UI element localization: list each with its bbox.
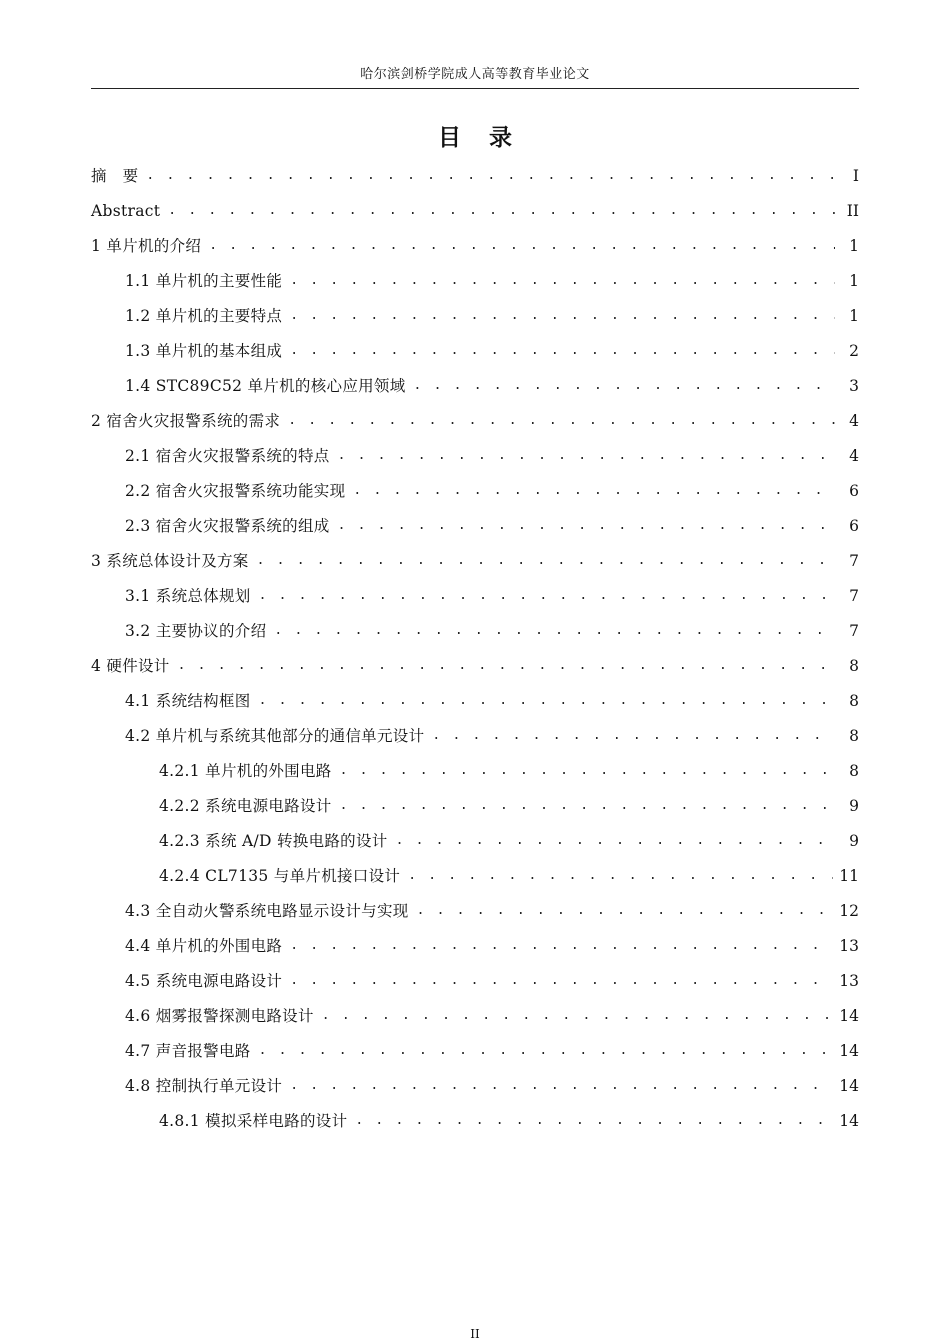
toc-entry-page: 9 bbox=[849, 831, 859, 850]
toc-entry-chapter-2[interactable] bbox=[91, 403, 859, 438]
toc-entry-page: 14 bbox=[839, 1076, 859, 1095]
toc-entry-4-8[interactable] bbox=[91, 1068, 859, 1103]
toc-entry-page: 14 bbox=[839, 1111, 859, 1130]
toc-entry-page: 12 bbox=[839, 901, 859, 920]
toc-leader-dots bbox=[414, 376, 835, 396]
toc-entry-page: 13 bbox=[839, 971, 859, 990]
toc-entry-chapter-3[interactable] bbox=[91, 543, 859, 578]
toc-leader-dots bbox=[417, 901, 834, 921]
toc-leader-dots bbox=[290, 971, 833, 991]
toc-entry-page: 8 bbox=[849, 656, 859, 675]
toc-leader-dots bbox=[288, 411, 835, 431]
toc-entry-page: 1 bbox=[849, 271, 859, 290]
toc-leader-dots bbox=[432, 726, 835, 746]
toc-entry-page: 4 bbox=[849, 446, 859, 465]
toc-entry-label: 4.8 控制执行单元设计 bbox=[125, 1076, 283, 1095]
toc-title: 目录 bbox=[438, 124, 540, 151]
toc-entry-label: 4.2.1 单片机的外围电路 bbox=[159, 761, 332, 780]
toc-entry-label: 1.3 单片机的基本组成 bbox=[125, 341, 283, 360]
toc-entry-2-3[interactable] bbox=[91, 508, 859, 543]
toc-entry-1-2[interactable] bbox=[91, 298, 859, 333]
toc-entry-4-5[interactable] bbox=[91, 963, 859, 998]
toc-entry-label: 2.1 宿舍火灾报警系统的特点 bbox=[125, 446, 330, 465]
toc-entry-label: 4.3 全自动火警系统电路显示设计与实现 bbox=[125, 901, 409, 920]
page-header: 哈尔滨剑桥学院成人高等教育毕业论文 bbox=[360, 67, 590, 82]
toc-entry-label: 4.4 单片机的外围电路 bbox=[125, 936, 283, 955]
toc-leader-dots bbox=[259, 1041, 834, 1061]
toc-entry-label: 4.2.2 系统电源电路设计 bbox=[159, 796, 332, 815]
toc-entry-4-2[interactable] bbox=[91, 718, 859, 753]
toc-leader-dots bbox=[259, 691, 835, 711]
toc-entry-page: 13 bbox=[839, 936, 859, 955]
toc-entry-page: I bbox=[852, 166, 859, 185]
toc-entry-label: 1.1 单片机的主要性能 bbox=[125, 271, 283, 290]
toc-entry-label: 摘 要 bbox=[91, 166, 139, 185]
toc-entry-1-4[interactable] bbox=[91, 368, 859, 403]
toc-entry-1-1[interactable] bbox=[91, 263, 859, 298]
toc-entry-2-2[interactable] bbox=[91, 473, 859, 508]
toc-leader-dots bbox=[146, 166, 835, 186]
toc-entry-label: 4.2.3 系统 A/D 转换电路的设计 bbox=[159, 831, 388, 850]
toc-leader-dots bbox=[322, 1006, 833, 1026]
toc-leader-dots bbox=[353, 481, 835, 501]
toc-entry-page: 8 bbox=[849, 691, 859, 710]
toc-leader-dots bbox=[340, 761, 835, 781]
toc-entry-abstract-cn[interactable] bbox=[91, 158, 859, 193]
toc-entry-page: 14 bbox=[839, 1041, 859, 1060]
toc-entry-4-6[interactable] bbox=[91, 998, 859, 1033]
toc-entry-2-1[interactable] bbox=[91, 438, 859, 473]
toc-leader-dots bbox=[290, 306, 835, 326]
toc-leader-dots bbox=[338, 446, 835, 466]
toc-entry-4-2-2[interactable] bbox=[91, 788, 859, 823]
toc-entry-page: 9 bbox=[849, 796, 859, 815]
toc-entry-label: 3.1 系统总体规划 bbox=[125, 586, 251, 605]
toc-entry-label: 1.2 单片机的主要特点 bbox=[125, 306, 283, 325]
toc-entry-label: 1.4 STC89C52 单片机的核心应用领域 bbox=[125, 376, 406, 395]
toc-entry-label: 2 宿舍火灾报警系统的需求 bbox=[91, 411, 281, 430]
toc-entry-label: 4.1 系统结构框图 bbox=[125, 691, 251, 710]
toc-entry-label: 3.2 主要协议的介绍 bbox=[125, 621, 267, 640]
toc-entry-4-4[interactable] bbox=[91, 928, 859, 963]
toc-entry-abstract-en[interactable] bbox=[91, 193, 859, 228]
toc-entry-page: 6 bbox=[849, 516, 859, 535]
toc-entry-label: 1 单片机的介绍 bbox=[91, 236, 202, 255]
toc-entry-page: 6 bbox=[849, 481, 859, 500]
toc-entry-4-7[interactable] bbox=[91, 1033, 859, 1068]
toc-entry-4-2-3[interactable] bbox=[91, 823, 859, 858]
toc-entry-label: 3 系统总体设计及方案 bbox=[91, 551, 249, 570]
toc-entry-page: 2 bbox=[849, 341, 859, 360]
toc-entry-4-3[interactable] bbox=[91, 893, 859, 928]
toc-entry-3-2[interactable] bbox=[91, 613, 859, 648]
toc-leader-dots bbox=[259, 586, 835, 606]
toc-leader-dots bbox=[338, 516, 835, 536]
toc-entry-label: 4.6 烟雾报警探测电路设计 bbox=[125, 1006, 314, 1025]
toc-leader-dots bbox=[290, 936, 833, 956]
toc-entry-page: 7 bbox=[849, 586, 859, 605]
toc-entry-page: 14 bbox=[839, 1006, 859, 1025]
toc-leader-dots bbox=[290, 271, 835, 291]
toc-leader-dots bbox=[274, 621, 835, 641]
toc-leader-dots bbox=[209, 236, 835, 256]
toc-leader-dots bbox=[257, 551, 835, 571]
toc-entry-page: 11 bbox=[839, 866, 859, 885]
table-of-contents bbox=[91, 158, 859, 1138]
toc-entry-label: Abstract bbox=[91, 201, 161, 220]
toc-leader-dots bbox=[408, 866, 833, 886]
toc-entry-page: 1 bbox=[849, 306, 859, 325]
toc-entry-chapter-1[interactable] bbox=[91, 228, 859, 263]
toc-entry-label: 2.3 宿舍火灾报警系统的组成 bbox=[125, 516, 330, 535]
toc-entry-label: 4.7 声音报警电路 bbox=[125, 1041, 251, 1060]
toc-entry-label: 4 硬件设计 bbox=[91, 656, 170, 675]
toc-entry-4-2-4[interactable] bbox=[91, 858, 859, 893]
toc-entry-page: 8 bbox=[849, 761, 859, 780]
toc-leader-dots bbox=[178, 656, 835, 676]
header-divider bbox=[91, 88, 859, 89]
toc-entry-label: 4.8.1 模拟采样电路的设计 bbox=[159, 1111, 348, 1130]
toc-entry-label: 2.2 宿舍火灾报警系统功能实现 bbox=[125, 481, 346, 500]
footer-page-number: II bbox=[470, 1327, 480, 1341]
toc-entry-4-2-1[interactable] bbox=[91, 753, 859, 788]
toc-leader-dots bbox=[340, 796, 835, 816]
toc-entry-page: II bbox=[846, 201, 859, 220]
toc-entry-4-1[interactable] bbox=[91, 683, 859, 718]
toc-entry-page: 7 bbox=[849, 551, 859, 570]
toc-leader-dots bbox=[355, 1111, 833, 1131]
toc-entry-label: 4.2 单片机与系统其他部分的通信单元设计 bbox=[125, 726, 425, 745]
toc-entry-page: 7 bbox=[849, 621, 859, 640]
toc-entry-page: 3 bbox=[849, 376, 859, 395]
toc-entry-1-3[interactable] bbox=[91, 333, 859, 368]
toc-leader-dots bbox=[290, 1076, 833, 1096]
toc-leader-dots bbox=[168, 201, 835, 221]
toc-entry-page: 1 bbox=[849, 236, 859, 255]
toc-entry-label: 4.2.4 CL7135 与单片机接口设计 bbox=[159, 866, 401, 885]
toc-leader-dots bbox=[290, 341, 835, 361]
toc-entry-3-1[interactable] bbox=[91, 578, 859, 613]
toc-entry-page: 4 bbox=[849, 411, 859, 430]
toc-entry-4-8-1[interactable] bbox=[91, 1103, 859, 1138]
toc-entry-label: 4.5 系统电源电路设计 bbox=[125, 971, 283, 990]
toc-leader-dots bbox=[396, 831, 835, 851]
toc-entry-page: 8 bbox=[849, 726, 859, 745]
toc-entry-chapter-4[interactable] bbox=[91, 648, 859, 683]
